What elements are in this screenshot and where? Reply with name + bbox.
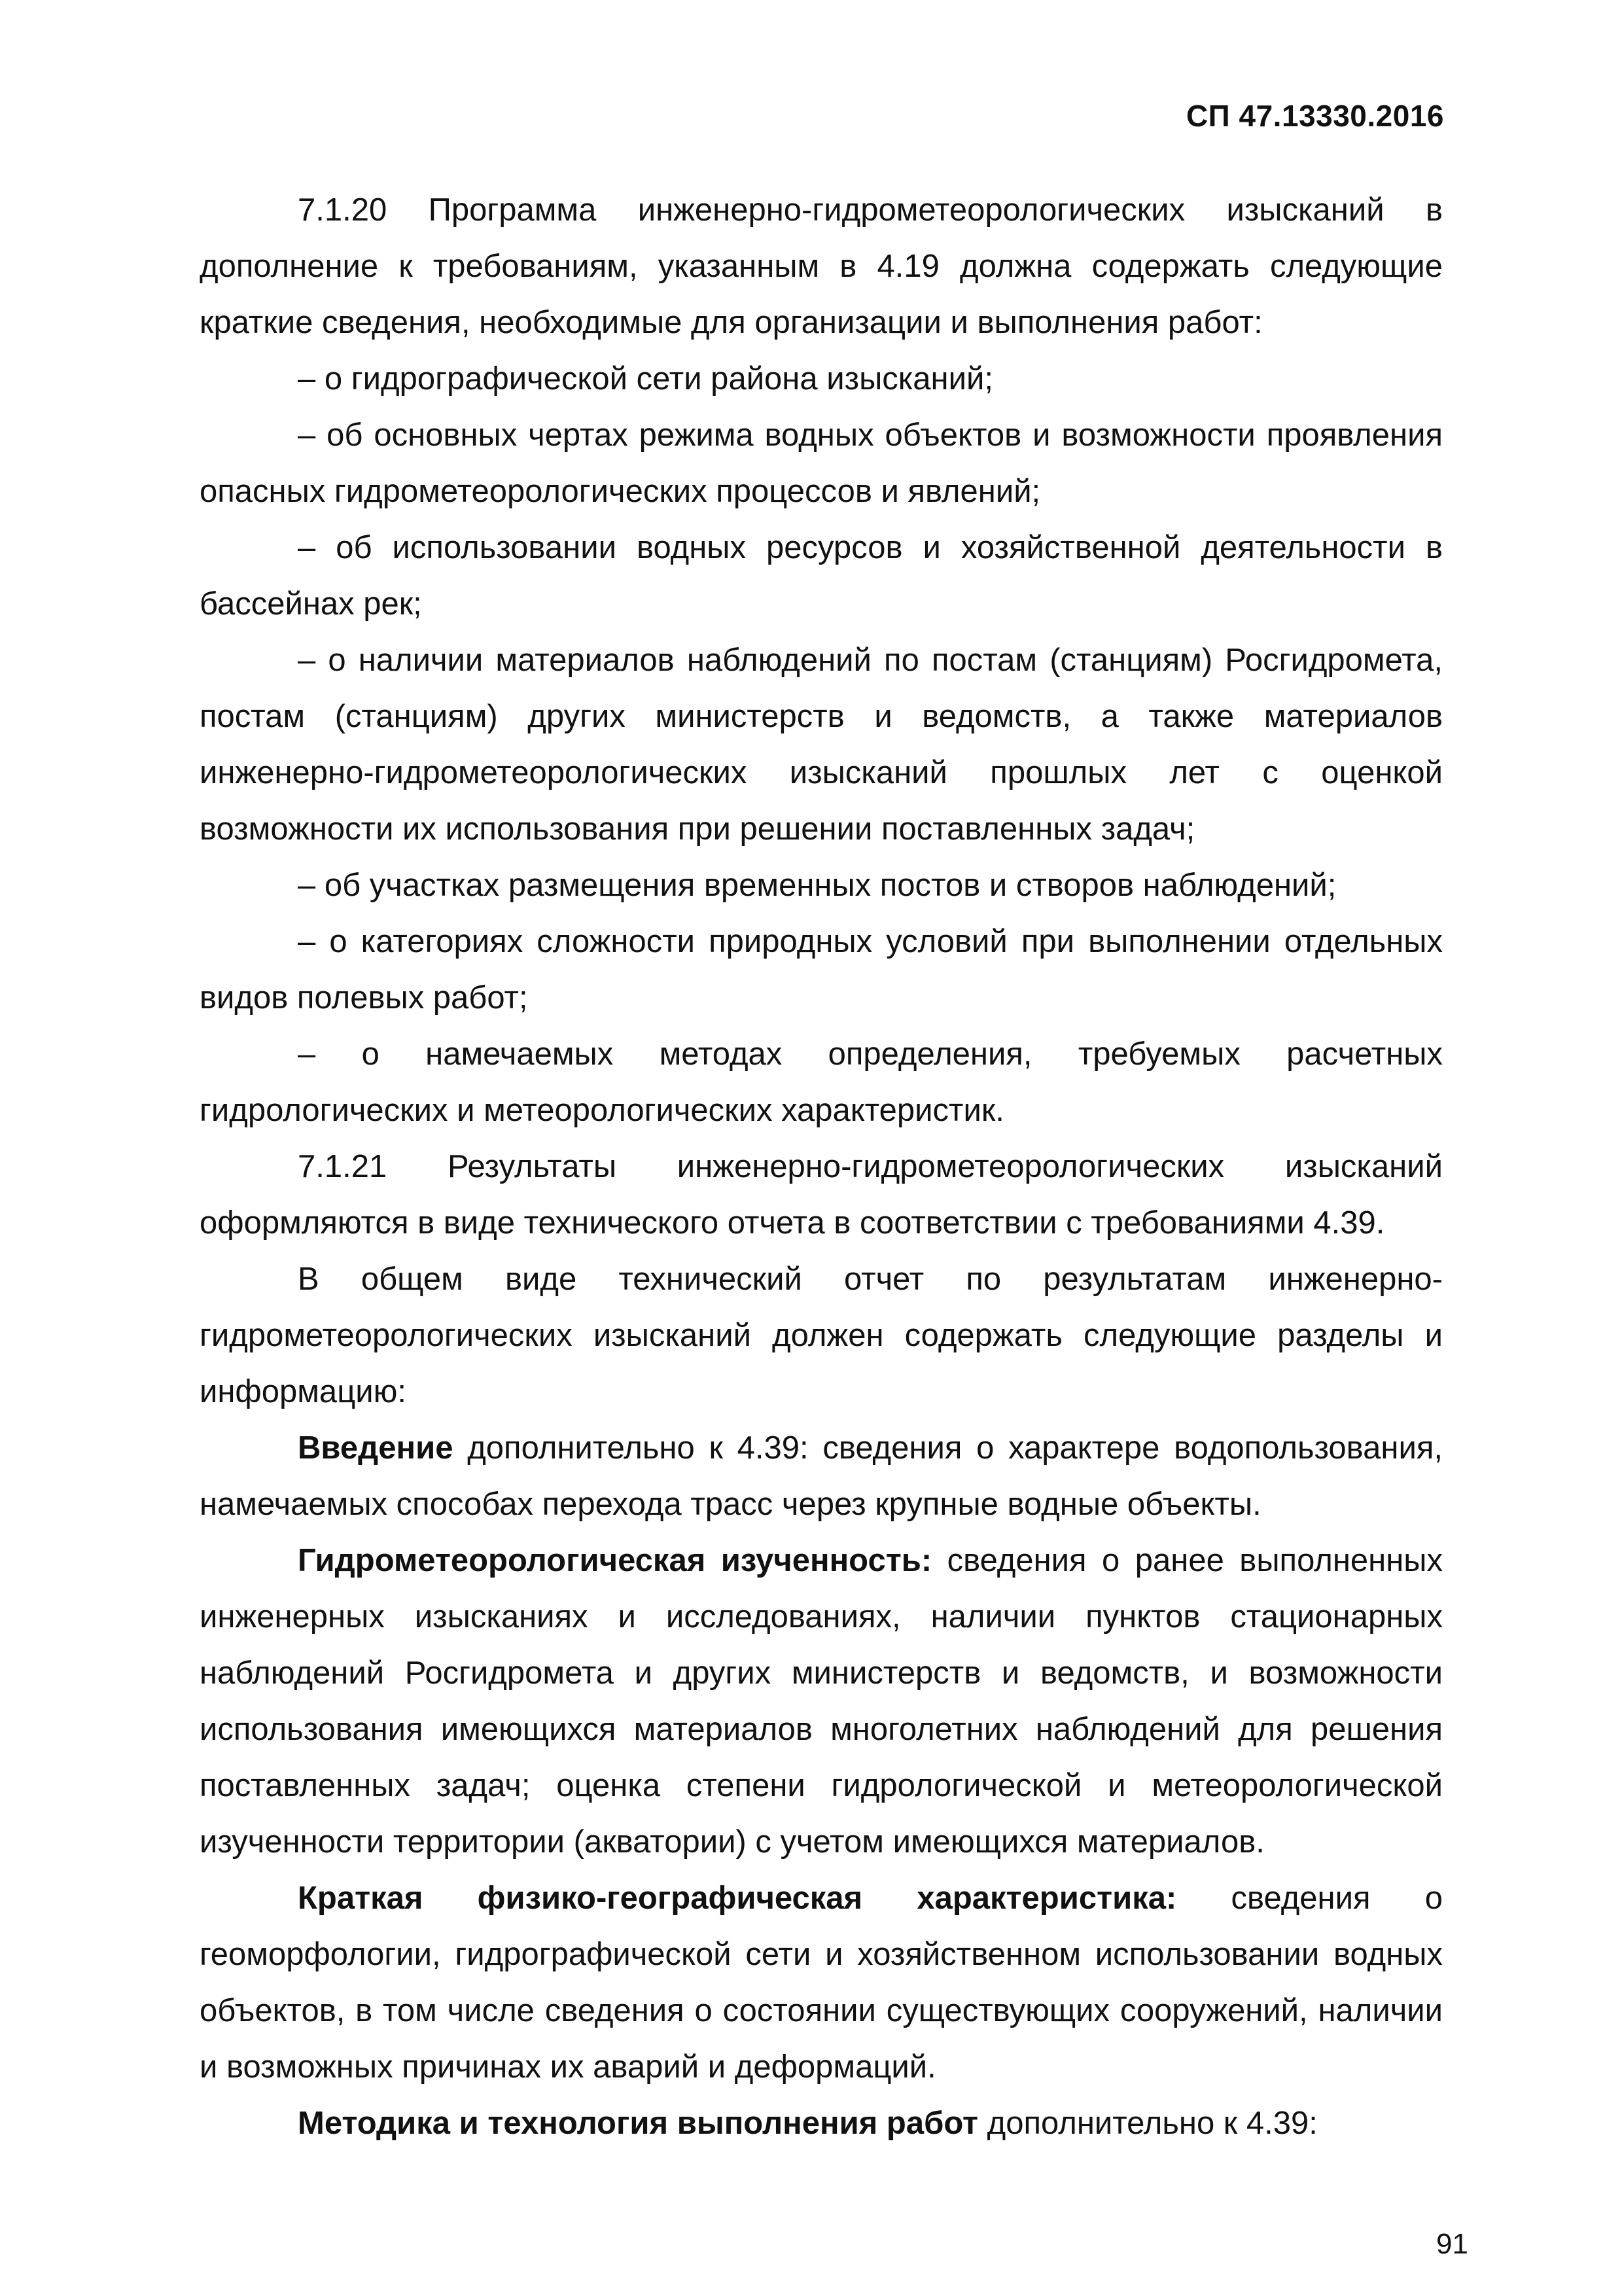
- list-item-temporary-posts: – об участках размещения временных постов и створов наблюдений;: [298, 868, 1337, 903]
- section-physico-geographic-text: сведения о геоморфологии, гидрографической сети и хозяйственном использовании водных объектов, в том числе сведения о состоянии существующих сооружений, наличии и возможных причинах их аварий и деформаций.: [200, 1881, 1443, 2085]
- list-item-determination-methods: – о намечаемых методах определения, требуемых расчетных гидрологических и метеорологических характеристик.: [200, 1036, 1443, 1128]
- section-introduction-heading: Введение: [298, 1430, 453, 1466]
- section-hydrometeorological-study-text: сведения о ранее выполненных инженерных изысканиях и исследованиях, наличии пунктов стационарных наблюдений Росгидромета и других министерств и ведомств, и возможности использования имеющихся материалов многолетних наблюдений для решения поставленных задач; оценка степени гидрологической и метеорологической изученности территории (акватории) с учетом имеющихся материалов.: [200, 1543, 1443, 1860]
- section-physico-geographic: [200, 1870, 1443, 2095]
- page-number: 91: [1436, 2228, 1468, 2260]
- section-hydrometeorological-study: [200, 1532, 1443, 1870]
- section-introduction: [200, 1420, 1443, 1532]
- list-item-hydrographic-network: – о гидрографической сети района изысканий;: [298, 361, 993, 397]
- paragraph-report-contents: В общем виде технический отчет по результатам инженерно-гидрометеорологических изысканий должен содержать следующие разделы и информацию:: [200, 1262, 1443, 1409]
- section-hydrometeorological-study-heading: Гидрометеорологическая изученность:: [298, 1543, 932, 1578]
- list-item-water-regime: – об основных чертах режима водных объектов и возможности проявления опасных гидрометеорологических процессов и явлений;: [200, 417, 1443, 509]
- list-item-complexity-categories: – о категориях сложности природных условий при выполнении отдельных видов полевых работ;: [200, 924, 1443, 1016]
- document-code: СП 47.13330.2016: [1186, 99, 1444, 133]
- document-body: [200, 182, 1443, 2151]
- section-methodology-heading: Методика и технология выполнения работ: [298, 2106, 979, 2141]
- section-methodology-text: дополнительно к 4.39:: [978, 2106, 1318, 2141]
- section-methodology: [200, 2095, 1443, 2151]
- paragraph-7-1-20: 7.1.20 Программа инженерно-гидрометеорологических изысканий в дополнение к требованиям, указанным в 4.19 должна содержать следующие краткие сведения, необходимые для организации и выполнения работ:: [200, 192, 1443, 340]
- list-item-water-resources-use: – об использовании водных ресурсов и хозяйственной деятельности в бассейнах рек;: [200, 530, 1443, 622]
- section-introduction-text: дополнительно к 4.39: сведения о характере водопользования, намечаемых способах перехода трасс через крупные водные объекты.: [200, 1430, 1443, 1522]
- section-physico-geographic-heading: Краткая физико-географическая характеристика:: [298, 1881, 1177, 1916]
- list-item-observation-materials: – о наличии материалов наблюдений по постам (станциям) Росгидромета, постам (станциям) других министерств и ведомств, а также материалов инженерно-гидрометеорологических изысканий прошлых лет с оценкой возможности их использования при решении поставленных задач;: [200, 643, 1443, 847]
- paragraph-7-1-21: 7.1.21 Результаты инженерно-гидрометеорологических изысканий оформляются в виде технического отчета в соответствии с требованиями 4.39.: [200, 1149, 1443, 1241]
